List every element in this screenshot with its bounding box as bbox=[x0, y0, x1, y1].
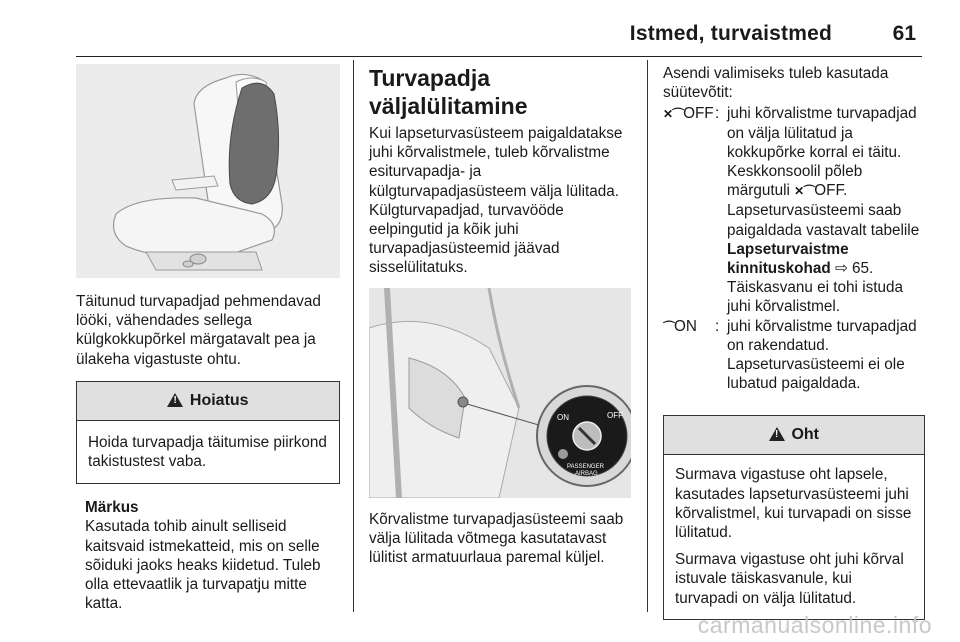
page-number: 61 bbox=[892, 22, 916, 45]
danger-box bbox=[663, 415, 925, 619]
middle-column bbox=[369, 64, 635, 567]
switch-label-off: OFF bbox=[607, 410, 623, 420]
airbag-off-indicator-icon: ✕⌒ bbox=[794, 184, 815, 199]
page-ref-arrow-icon: ⇨ bbox=[834, 260, 848, 278]
danger-title: Oht bbox=[791, 426, 819, 444]
left-column bbox=[76, 64, 340, 613]
warning-text: Hoida turvapadja täitumise piirkond takistustest vaba. bbox=[88, 433, 327, 471]
off-text-1: juhi kõrvalistme turvapadjad on välja lülitatud ja kokkupõrke korral ei täitu. Keskkonsoolil põleb märgutuli bbox=[727, 105, 917, 200]
danger-paragraph-2: Surmava vigastuse oht juhi kõrval istuvale täiskasvanule, kui turvapadi on välja lülitatud. bbox=[675, 551, 904, 607]
note-text: Kasutada tohib ainult selliseid kaitsvaid istmekatteid, mis on selle sõiduki jaoks heaks kiidetud. Tuleb olla ettevaatlik ja turvapatju mitte katta. bbox=[85, 518, 321, 613]
switch-label-airbag: AIRBAG bbox=[575, 470, 598, 477]
off-text-1b: OFF. bbox=[814, 182, 848, 200]
header-rule bbox=[76, 56, 922, 57]
danger-paragraph-1: Surmava vigastuse oht lapsele, kasutades lapseturvasüsteemi juhi kõrvalistmel, kui turvapadi on sisse lülitatud. bbox=[675, 466, 912, 542]
switch-caption: Kõrvalistme turvapadjasüsteemi saab välja lülitada võtmega kasutatavast lülitist armatuurlaua paremal küljel. bbox=[369, 510, 624, 567]
on-term: ON bbox=[674, 317, 697, 335]
airbag-off-icon: ✕⌒ bbox=[663, 107, 684, 122]
airbag-caption: Täitunud turvapadjad pehmendavad lööki, vähendades sellega külgkokkupõrkel märgatavalt pea ja ülakeha vigastuste ohtu. bbox=[76, 293, 321, 368]
danger-triangle-icon: ! bbox=[769, 427, 785, 441]
seat-airbag-illustration bbox=[76, 64, 340, 278]
airbag-on-icon: ⌒ bbox=[663, 319, 675, 334]
position-select-intro: Asendi valimiseks tuleb kasutada süütevõtit: bbox=[663, 65, 889, 102]
on-text: juhi kõrvalistme turvapadjad on rakendatud. Lapseturvasüsteemi ei ole lubatud paigaldada. bbox=[727, 317, 917, 393]
on-position-row: ⌒ON : juhi kõrvalistme turvapadjad on rakendatud. Lapseturvasüsteemi ei ole lubatud paigaldada. bbox=[663, 317, 925, 394]
warning-box-header bbox=[77, 382, 339, 421]
warning-triangle-icon: ! bbox=[167, 393, 183, 407]
note-block bbox=[85, 498, 340, 613]
child-seat-locations-link[interactable]: Lapseturvaistme kinnituskohad bbox=[727, 240, 849, 278]
note-title: Märkus bbox=[85, 499, 139, 517]
switch-label-passenger: PASSENGER bbox=[567, 463, 604, 470]
page-header-title: Istmed, turvaistmed bbox=[629, 22, 832, 45]
column-divider-1 bbox=[353, 60, 354, 612]
off-text-3: Täiskasvanu ei tohi istuda juhi kõrvalistmel. bbox=[727, 279, 904, 316]
switch-illustration-svg bbox=[369, 288, 631, 498]
column-divider-2 bbox=[647, 60, 648, 612]
off-term: OFF bbox=[683, 105, 714, 123]
airbag-deactivation-intro: Kui lapseturvasüsteem paigaldatakse juhi kõrvalistmele, tuleb kõrvalistme esiturvapadja- ja külgturvapadjasüsteem välja lülitada. Külgturvapadjad, turvavööde eelpingutid ja kõik juhi turvapadjasüsteemid jäävad sisselülitatuks. bbox=[369, 125, 623, 277]
off-ref: 65. bbox=[852, 260, 874, 278]
danger-box-header bbox=[664, 416, 924, 455]
off-position-row: ✕⌒OFF : juhi kõrvalistme turvapadjad on välja lülitatud ja kokkupõrke korral ei täitu. Keskkonsoolil põleb märgutuli ✕⌒OFF. Lapseturvasüsteemi saab paigaldada vastavalt tabelile Lapseturvaistme kinnituskohad ⇨ 65. Täiskasvanu ei tohi istuda juhi kõrvalistmel. bbox=[663, 105, 920, 316]
warning-box bbox=[76, 381, 340, 484]
switch-label-on: ON bbox=[557, 412, 569, 422]
section-title: Turvapadja väljalülitamine bbox=[369, 65, 528, 119]
watermark: carmanualsonline.info bbox=[697, 612, 932, 638]
seat-illustration-svg bbox=[76, 64, 340, 278]
warning-title: Hoiatus bbox=[189, 391, 249, 409]
off-text-2: Lapseturvasüsteemi saab paigaldada vastavalt tabelile bbox=[727, 202, 920, 239]
right-column bbox=[663, 64, 925, 620]
airbag-switch-illustration bbox=[369, 288, 631, 498]
